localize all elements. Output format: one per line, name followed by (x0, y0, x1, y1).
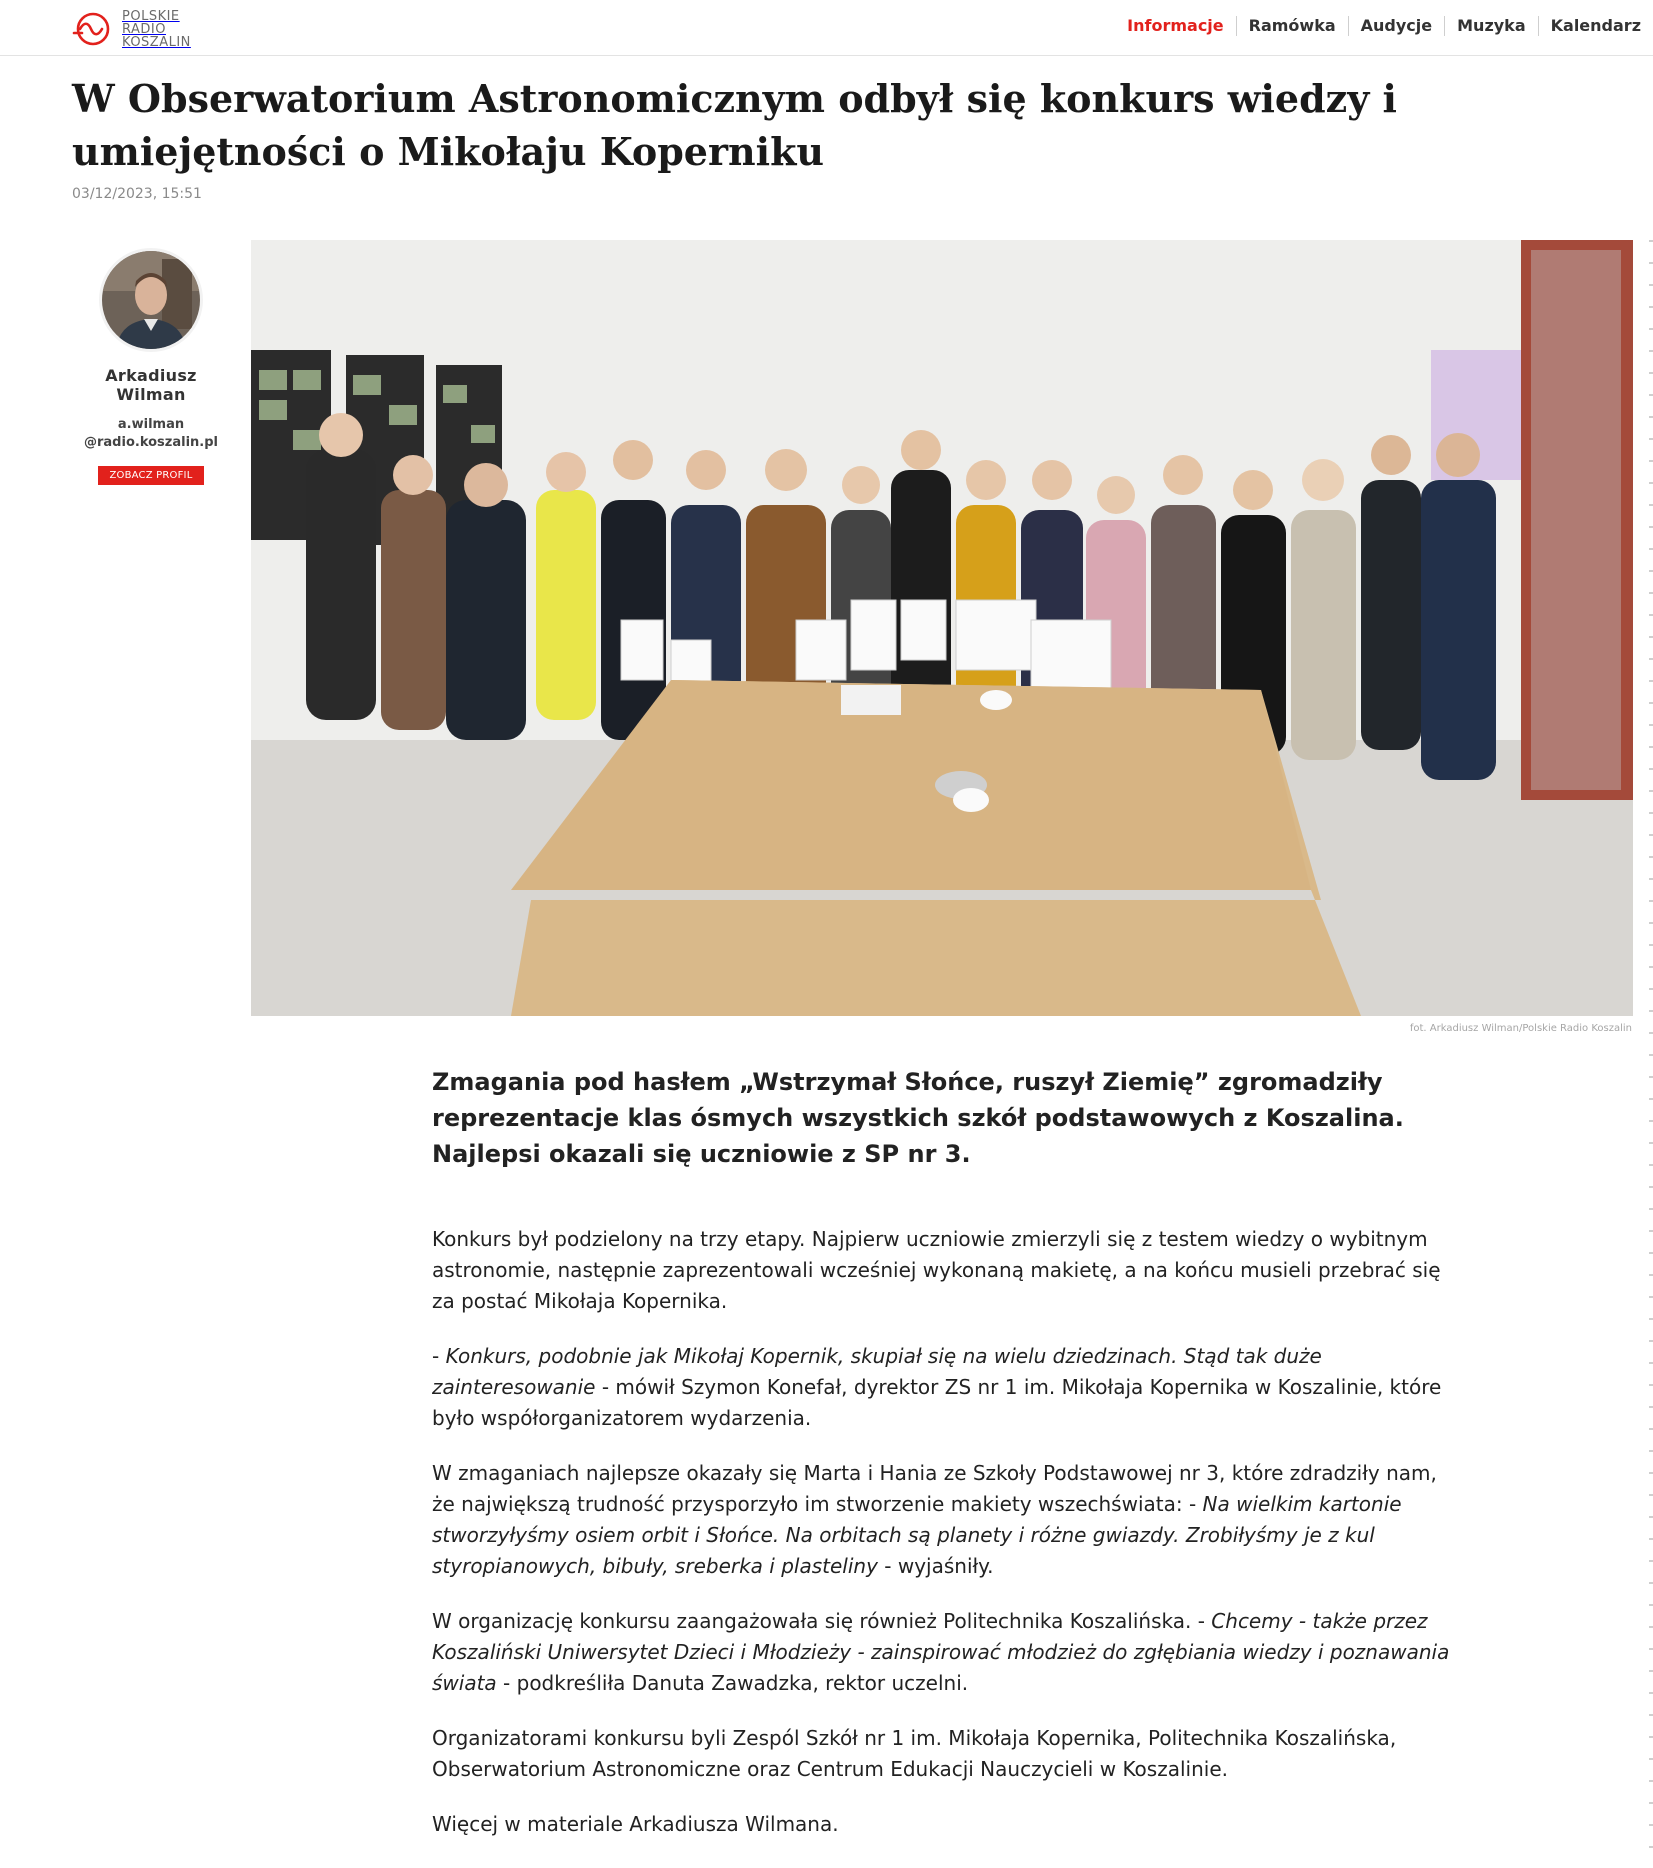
nav-item-audycje[interactable]: Audycje (1348, 16, 1444, 36)
photo-caption: fot. Arkadiusz Wilman/Polskie Radio Koszalin (1409, 1023, 1632, 1034)
article-photo-image (251, 240, 1633, 1016)
nav-item-kalendarz[interactable]: Kalendarz (1538, 16, 1653, 36)
article-title: W Obserwatorium Astronomicznym odbył się konkurs wiedzy i umiejętności o Mikołaju Koperniku (72, 76, 1397, 174)
logo-line: POLSKIE (122, 8, 180, 24)
author-name[interactable]: Arkadiusz Wilman (105, 366, 197, 404)
main-nav (1115, 16, 1653, 36)
view-profile-button[interactable]: ZOBACZ PROFIL (98, 466, 205, 485)
logo-line: RADIO (122, 21, 166, 37)
author-avatar[interactable] (99, 248, 203, 352)
quote-text: Chcemy - także przez Koszaliński Uniwersytet Dzieci i Młodzieży - zainspirować młodzież do zgłębiania wiedzy i poznawania świata (432, 1609, 1450, 1695)
paragraph-text: - (432, 1344, 446, 1368)
sidebar-edge (1649, 240, 1653, 1860)
paragraph-text: Konkurs był podzielony na trzy etapy. Najpierw uczniowie zmierzyli się z testem wiedzy o wybitnym astronomie, następnie zaprezentowali wcześniej wykonaną makietę, a na końcu musieli przebrać się za postać Mikołaja Kopernika. (432, 1227, 1441, 1313)
author-card (72, 248, 230, 485)
logo-wordmark (122, 10, 191, 49)
article-photo[interactable] (251, 240, 1633, 1016)
logo-line: KOSZALIN (122, 34, 191, 50)
site-header (0, 0, 1653, 56)
article-paragraph (432, 1809, 1452, 1840)
paragraph-text: - podkreśliła Danuta Zawadzka, rektor uczelni. (496, 1671, 969, 1695)
paragraph-text: - mówił Szymon Konefał, dyrektor ZS nr 1 im. Mikołaja Kopernika w Koszalinie, które było współorganizatorem wydarzenia. (432, 1375, 1442, 1430)
nav-item-ramowka[interactable]: Ramówka (1236, 16, 1348, 36)
article-paragraph (432, 1224, 1452, 1317)
article-paragraph (432, 1341, 1452, 1434)
paragraph-text: Organizatorami konkursu byli Zespól Szkół nr 1 im. Mikołaja Kopernika, Politechnika Koszalińska, Obserwatorium Astronomiczne oraz Centrum Edukacji Nauczycieli w Koszalinie. (432, 1726, 1397, 1781)
article-date: 03/12/2023, 15:51 (72, 186, 202, 202)
nav-item-informacje[interactable]: Informacje (1127, 16, 1224, 35)
radio-wave-logo-icon (72, 10, 114, 48)
author-email-line: @radio.koszalin.pl (84, 435, 218, 450)
article-paragraph (432, 1606, 1452, 1699)
paragraph-text: W zmaganiach najlepsze okazały się Marta i Hania ze Szkoły Podstawowej nr 3, które zdradziły nam, że największą trudność przysporzyło im stworzenie makiety wszechświata: - (432, 1461, 1437, 1516)
nav-item-muzyka[interactable]: Muzyka (1444, 16, 1538, 36)
paragraph-text: W organizację konkursu zaangażowała się również Politechnika Koszalińska. - (432, 1609, 1212, 1633)
article-paragraph (432, 1458, 1452, 1582)
paragraph-text: Więcej w materiale Arkadiusza Wilmana. (432, 1812, 839, 1836)
author-email (72, 416, 230, 452)
site-logo[interactable] (72, 8, 191, 50)
author-email-line: a.wilman (117, 417, 185, 432)
paragraph-text: - wyjaśniły. (877, 1554, 994, 1578)
quote-text: Konkurs, podobnie jak Mikołaj Kopernik, skupiał się na wielu dziedzinach. Stąd tak duże zainteresowanie (432, 1344, 1322, 1399)
article-paragraph (432, 1723, 1452, 1785)
quote-text: Na wielkim kartonie stworzyłyśmy osiem orbit i Słońce. Na orbitach są planety i różne gwiazdy. Zrobiłyśmy je z kul styropianowych, bibuły, sreberka i plasteliny (432, 1492, 1402, 1578)
article-lead: Zmagania pod hasłem „Wstrzymał Słońce, ruszył Ziemię” zgromadziły reprezentacje klas ósmych wszystkich szkół podstawowych z Koszalina. Najlepsi okazali się uczniowie z SP nr 3. (432, 1068, 1404, 1168)
article-body (432, 1224, 1452, 1864)
